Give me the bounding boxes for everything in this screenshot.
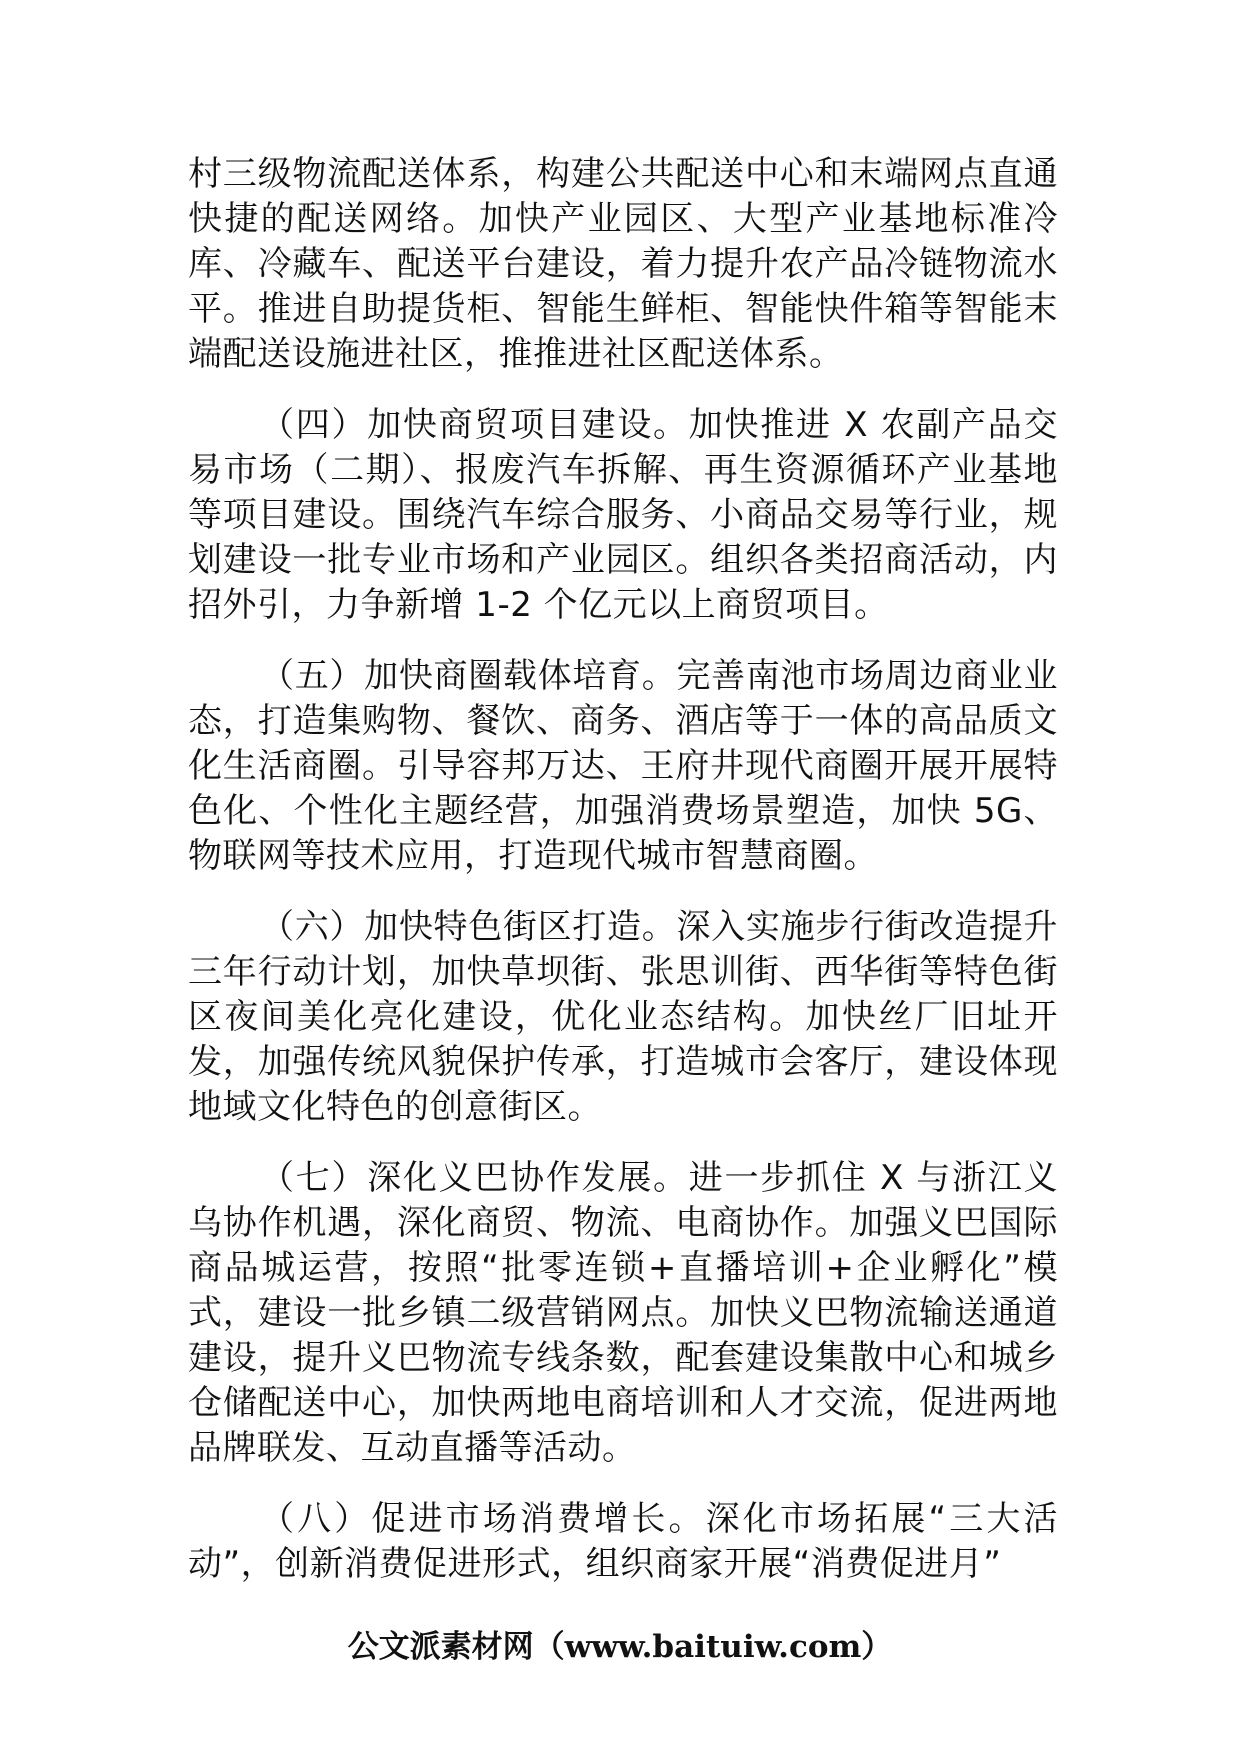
paragraph-section-5-business-district: （五）加快商圈载体培育。完善南池市场周边商业业态，打造集购物、餐饮、商务、酒店等于一体的高品质文化生活商圈。引导容邦万达、王府井现代商圈开展开展特色化、个性化主题经营，加强消费场景塑造，加快 5G、物联网等技术应用，打造现代城市智慧商圈。 — [188, 656, 1058, 876]
document-body — [188, 152, 1058, 1613]
paragraph-logistics-continued: 村三级物流配送体系，构建公共配送中心和末端网点直通快捷的配送网络。加快产业园区、大型产业基地标准冷库、冷藏车、配送平台建设，着力提升农产品冷链物流水平。推进自助提货柜、智能生鲜柜、智能快件箱等智能末端配送设施进社区，推推进社区配送体系。 — [188, 154, 1058, 374]
paragraph-section-4-trade-projects: （四）加快商贸项目建设。加快推进 X 农副产品交易市场（二期）、报废汽车拆解、再生资源循环产业基地等项目建设。围绕汽车综合服务、小商品交易等行业，规划建设一批专业市场和产业园区。组织各类招商活动，内招外引，力争新增 1-2 个亿元以上商贸项目。 — [188, 405, 1058, 625]
paragraph-section-7-yiba-cooperation: （七）深化义巴协作发展。进一步抓住 X 与浙江义乌协作机遇，深化商贸、物流、电商协作。加强义巴国际商品城运营，按照“批零连锁+直播培训+企业孵化”模式，建设一批乡镇二级营销网点。加快义巴物流输送通道建设，提升义巴物流专线条数，配套建设集散中心和城乡仓储配送中心，加快两地电商培训和人才交流，促进两地品牌联发、互动直播等活动。 — [188, 1158, 1058, 1468]
paragraph-section-8-consumption-growth: （八）促进市场消费增长。深化市场拓展“三大活动”，创新消费促进形式，组织商家开展“消费促进月” — [188, 1499, 1058, 1584]
page-footer-watermark: 公文派素材网（www.baituiw.com） — [347, 1629, 893, 1665]
paragraph-section-6-featured-streets: （六）加快特色街区打造。深入实施步行街改造提升三年行动计划，加快草坝街、张思训街、西华街等特色街区夜间美化亮化建设，优化业态结构。加快丝厂旧址开发，加强传统风貌保护传承，打造城市会客厅，建设体现地域文化特色的创意街区。 — [188, 907, 1058, 1127]
